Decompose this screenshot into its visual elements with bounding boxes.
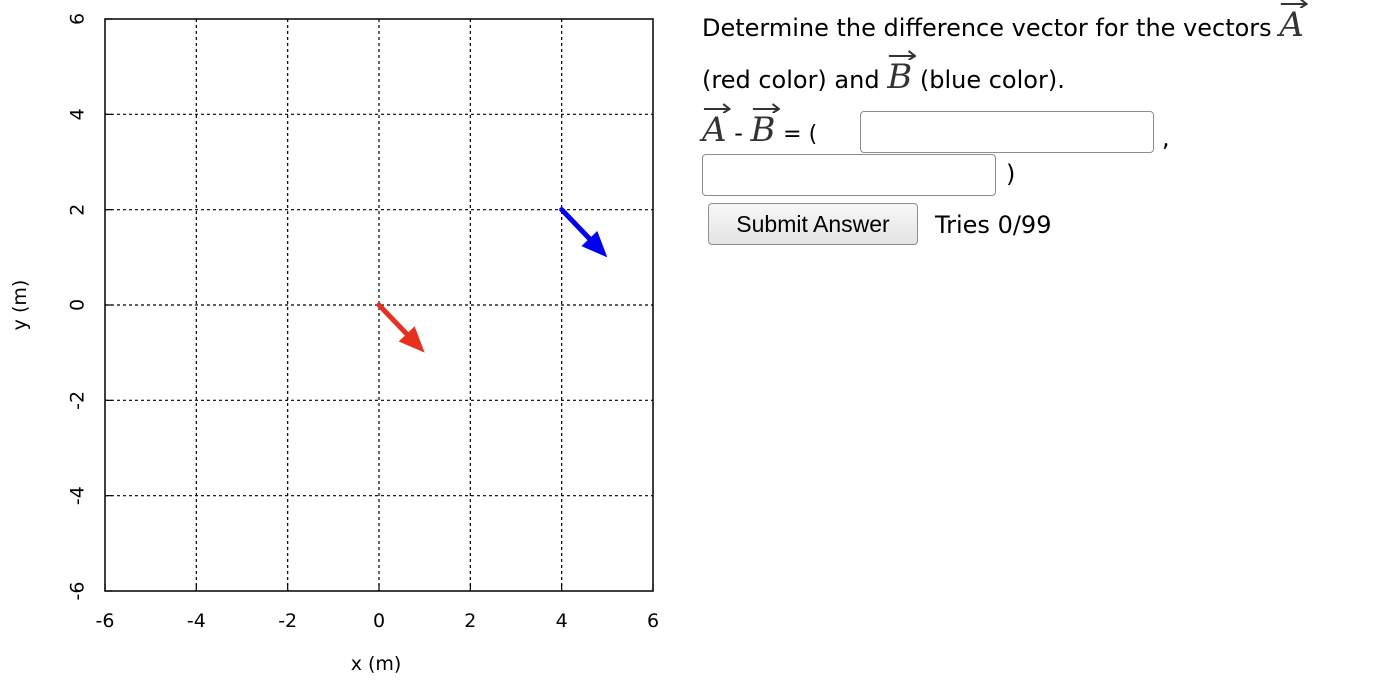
equation-line bbox=[702, 110, 818, 150]
x-tick-label: -4 bbox=[186, 610, 206, 632]
prompt-line-1 bbox=[702, 5, 1304, 45]
vector-b-symbol: B bbox=[751, 113, 776, 147]
comma: , bbox=[1162, 124, 1170, 152]
close-paren: ) bbox=[1006, 160, 1016, 188]
vector-b-symbol: B bbox=[887, 60, 912, 94]
y-tick-label: -6 bbox=[66, 581, 89, 601]
vector-shaft bbox=[562, 210, 591, 240]
x-tick-label: -2 bbox=[278, 610, 298, 632]
tries-counter: Tries 0/99 bbox=[935, 211, 1052, 239]
vector-arrow-b bbox=[562, 210, 608, 258]
x-tick-label: 4 bbox=[555, 610, 568, 632]
prompt-line-2 bbox=[702, 57, 1065, 97]
y-component-input[interactable] bbox=[702, 154, 996, 196]
y-tick-label: 4 bbox=[66, 108, 89, 121]
y-tick-label: -2 bbox=[66, 390, 89, 410]
prompt-text-2a: (red color) and bbox=[702, 66, 880, 94]
y-axis-label: y (m) bbox=[9, 279, 31, 331]
vector-arrow-a bbox=[379, 305, 425, 353]
vector-arrow-icon bbox=[752, 103, 780, 113]
equals-open-paren: = ( bbox=[783, 122, 818, 147]
x-tick-label: 2 bbox=[464, 610, 477, 632]
vector-arrow-icon bbox=[888, 50, 916, 60]
y-tick-label: -4 bbox=[66, 486, 89, 506]
x-tick-label: 0 bbox=[372, 610, 386, 632]
vector-plot bbox=[0, 0, 680, 680]
x-tick-label: -6 bbox=[95, 610, 115, 632]
tick-labels bbox=[67, 13, 660, 632]
minus-sign: - bbox=[734, 119, 743, 147]
x-component-input[interactable] bbox=[860, 111, 1154, 153]
prompt-text-1: Determine the difference vector for the vectors bbox=[702, 14, 1272, 42]
submit-answer-button[interactable]: Submit Answer bbox=[708, 203, 918, 245]
vectors bbox=[379, 210, 607, 353]
y-tick-label: 0 bbox=[66, 298, 89, 312]
prompt-text-2b: (blue color). bbox=[919, 66, 1065, 94]
vector-a-symbol: A bbox=[702, 113, 727, 147]
vector-shaft bbox=[379, 305, 408, 335]
y-tick-label: 2 bbox=[66, 203, 89, 216]
x-tick-label: 6 bbox=[646, 610, 660, 632]
vector-a-symbol: A bbox=[1279, 8, 1304, 42]
vector-arrow-icon bbox=[703, 103, 731, 113]
y-tick-label: 6 bbox=[66, 12, 89, 26]
vector-arrow-icon bbox=[1280, 0, 1308, 8]
x-axis-label: x (m) bbox=[350, 653, 402, 675]
